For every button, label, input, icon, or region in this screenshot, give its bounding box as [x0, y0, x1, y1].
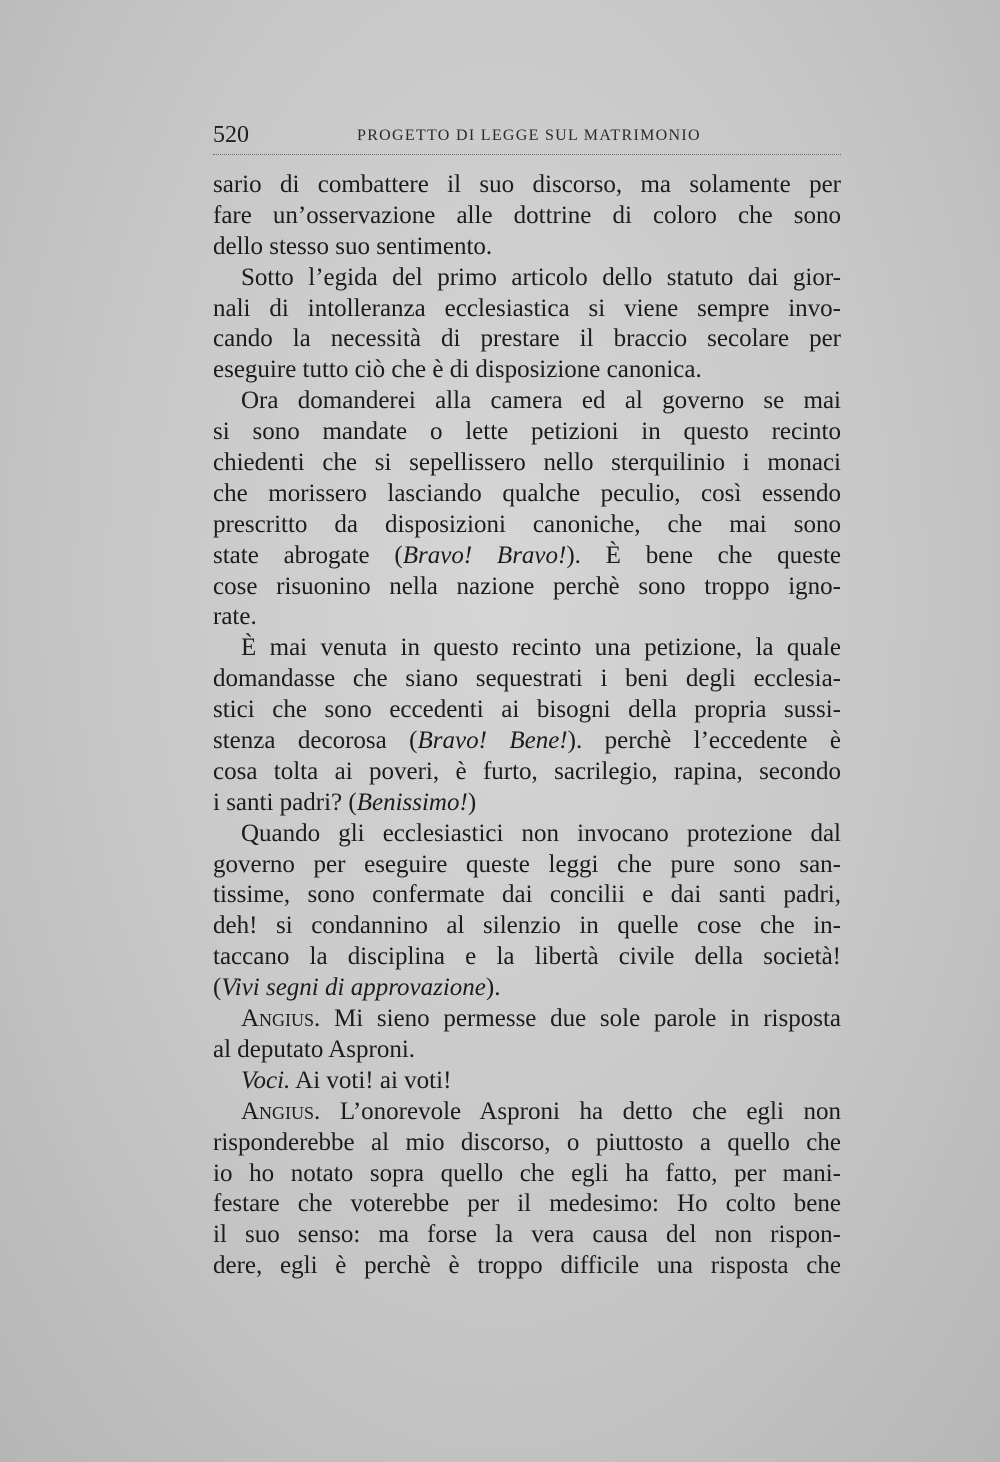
text-line: si sono mandate o lette petizioni in questo recinto	[213, 418, 841, 446]
text-line: stenza decorosa (Bravo! Bene!). perchè l’eccedente è	[213, 727, 841, 755]
text-line: Quando gli ecclesiastici non invocano protezione dal	[241, 819, 841, 847]
text-line: state abrogate (Bravo! Bravo!). È bene che queste	[213, 541, 841, 569]
text-line: i santi padri? (Benissimo!)	[213, 788, 477, 816]
text-line: festare che voterebbe per il medesimo: Ho colto bene	[213, 1190, 841, 1218]
text-line: rate.	[213, 603, 257, 631]
text-line: cosa tolta ai poveri, è furto, sacrilegio, rapina, secondo	[213, 757, 841, 785]
text-line: cando la necessità di prestare il braccio secolare per	[213, 325, 841, 353]
text-line: sario di combattere il suo discorso, ma solamente per	[213, 171, 841, 198]
text-line: (Vivi segni di approvazione).	[213, 974, 501, 1002]
text-line: Voci. Ai voti! ai voti!	[241, 1066, 452, 1094]
text-line: Sotto l’egida del primo articolo dello statuto dai gior-	[241, 263, 841, 291]
page-header	[213, 122, 841, 155]
text-line: stici che sono eccedenti ai bisogni della propria sussi-	[213, 696, 841, 724]
text-line: dere, egli è perchè è troppo difficile una risposta che	[213, 1252, 841, 1280]
text-line: domandasse che siano sequestrati i beni degli ecclesia-	[213, 665, 841, 693]
running-head: PROGETTO DI LEGGE SUL MATRIMONIO	[357, 127, 701, 144]
text-line: È mai venuta in questo recinto una petizione, la quale	[241, 634, 841, 662]
text-line: io ho notato sopra quello che egli ha fatto, per mani-	[213, 1159, 841, 1187]
text-line: al deputato Asproni.	[213, 1035, 416, 1063]
text-line: dello stesso suo sentimento.	[213, 232, 493, 260]
text-line: fare un’osservazione alle dottrine di coloro che sono	[213, 201, 841, 229]
text-line: Angius. Mi sieno permesse due sole parole in risposta	[241, 1005, 841, 1033]
text-line: Ora domanderei alla camera ed al governo se mai	[241, 387, 841, 415]
text-line: tissime, sono confermate dai concilii e dai santi padri,	[213, 881, 841, 909]
text-line: risponderebbe al mio discorso, o piuttosto a quello che	[213, 1128, 841, 1156]
text-line: il suo senso: ma forse la vera causa del non rispon-	[213, 1221, 841, 1249]
text-line: che morissero lasciando qualche peculio, così essendo	[213, 479, 841, 507]
text-line: deh! si condannino al silenzio in quelle cose che in-	[213, 912, 841, 940]
text-line: nali di intolleranza ecclesiastica si viene sempre invo-	[213, 294, 841, 322]
page-number: 520	[213, 122, 249, 148]
text-line: cose risuonino nella nazione perchè sono troppo igno-	[213, 572, 841, 600]
text-line: prescritto da disposizioni canoniche, che mai sono	[213, 510, 841, 538]
text-line: taccano la disciplina e la libertà civile della società!	[213, 943, 841, 971]
body-text	[213, 170, 841, 1282]
text-line: governo per eseguire queste leggi che pure sono san-	[213, 850, 841, 878]
text-line: eseguire tutto ciò che è di disposizione canonica.	[213, 356, 702, 384]
text-line: Angius. L’onorevole Asproni ha detto che egli non	[241, 1097, 841, 1125]
text-line: chiedenti che si sepellissero nello sterquilinio i monaci	[213, 449, 841, 477]
